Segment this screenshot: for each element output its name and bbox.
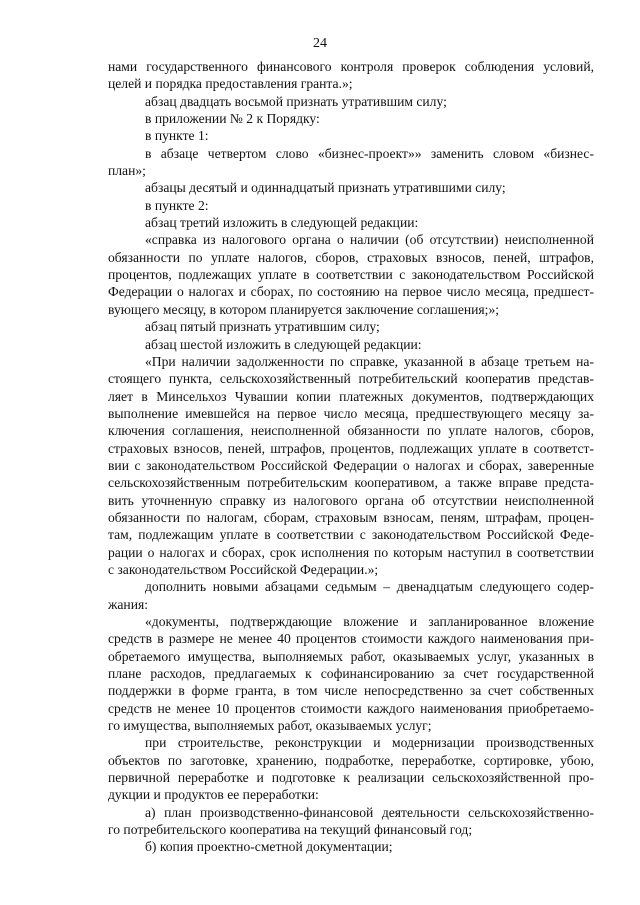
text-line: «документы, подтверждающие вложение и запланированное вложение [145, 614, 594, 629]
page-number: 24 [313, 36, 327, 51]
text-line: в пункте 2: [145, 197, 209, 213]
text-line: в абзаце четвертом слово «бизнес-проект»» заменить словом «бизнес- [145, 145, 594, 161]
text-line: при строительстве, реконструкции и модернизации производственных [145, 735, 594, 751]
text-line: поддержки в форме гранта, в том числе непосредственно за счет собственных [108, 683, 594, 699]
text-line: обязанности по уплате налогов, сборов, страховых взносов, пеней, штрафов, [108, 249, 594, 265]
text-line: обретаемого имущества, выполняемых работ, оказываемых услуг, указанных в [108, 648, 594, 664]
text-line: вить уточненную справку из налогового органа об отсутствии неисполненной [108, 492, 594, 508]
text-line: объектов по заготовке, хранению, подработке, переработке, сортировке, убою, [108, 752, 594, 768]
text-line: жания: [108, 596, 149, 612]
text-line: б) копия проектно-сметной документации; [145, 839, 393, 855]
text-line: плане расходов, предлагаемых к софинансированию за счет государственной [108, 666, 594, 682]
text-line: страховых взносов, пеней, штрафов, процентов, подлежащих уплате в соответст- [108, 440, 594, 456]
text-line: абзац третий изложить в следующей редакции: [145, 215, 419, 231]
text-line: ляет в Минсельхоз Чувашии копии платежных документов, подтверждающих [108, 388, 594, 404]
text-line: средств не менее 10 процентов стоимости каждого наименования приобретаемо- [108, 700, 594, 716]
text-line: вии с законодательством Российской Федерации о налогах и сборах, заверенные [108, 457, 594, 473]
text-line: в пункте 1: [145, 128, 209, 144]
text-line: в приложении № 2 к Порядку: [145, 111, 320, 127]
text-line: Федерации о налогах и сборах, по состоянию на первое число месяца, предшест- [108, 284, 594, 300]
text-line: «справка из налогового органа о наличии (об отсутствии) неисполненной [145, 232, 594, 248]
text-line: «При наличии задолженности по справке, указанной в абзаце третьем на- [145, 353, 594, 369]
text-line: с законодательством Российской Федерации.»; [108, 561, 379, 577]
text-line: вующего месяцу, в котором планируется заключение соглашения;»; [108, 301, 500, 317]
text-line: обязанности по налогам, сборам, страховым взносам, пеням, штрафам, процен- [108, 509, 594, 525]
text-line: абзац шестой изложить в следующей редакции: [145, 336, 422, 352]
text-line: абзацы десятый и одиннадцатый признать утратившими силу; [145, 180, 506, 196]
text-line: абзац пятый признать утратившим силу; [145, 319, 380, 335]
text-line: первичной переработке и подготовке к реализации сельскохозяйственной про- [108, 770, 594, 786]
text-line: там, подлежащим уплате в соответствии с законодательством Российской Феде- [108, 527, 594, 543]
text-line: дукции и продуктов ее переработки: [108, 787, 319, 803]
text-line: процентов, подлежащих уплате в соответствии с законодательством Российской [108, 267, 594, 283]
text-line: целей и порядка предоставления гранта.»; [108, 76, 353, 92]
text-line: ключения соглашения, неисполненной обязанности по уплате налогов, сборов, [108, 423, 594, 439]
text-line: дополнить новыми абзацами седьмым – двенадцатым следующего содер- [145, 579, 594, 595]
text-line: го имущества, выполняемых работ, оказываемых услуг; [108, 718, 432, 734]
text-line: план»; [108, 163, 146, 179]
document-body [108, 58, 594, 856]
text-line: средств в размере не менее 40 процентов стоимости каждого наименования при- [108, 631, 594, 647]
text-line: а) план производственно-финансовой деятельности сельскохозяйственно- [145, 804, 594, 820]
text-line: го потребительского кооператива на текущий финансовый год; [108, 822, 473, 838]
text-line: нами государственного финансового контроля проверок соблюдения условий, [108, 59, 594, 74]
text-line: абзац двадцать восьмой признать утратившим силу; [145, 93, 447, 109]
text-line: рации о налогах и сборах, срок исполнения по которым наступил в соответствии [108, 544, 594, 560]
text-line: стоящего пункта, сельскохозяйственный потребительский кооператив представ- [108, 371, 594, 387]
text-line: сельскохозяйственным потребительским кооперативом, а также вправе предста- [108, 475, 594, 491]
text-line: выполнение имевшейся на первое число месяца, предшествующего месяцу за- [108, 405, 594, 421]
